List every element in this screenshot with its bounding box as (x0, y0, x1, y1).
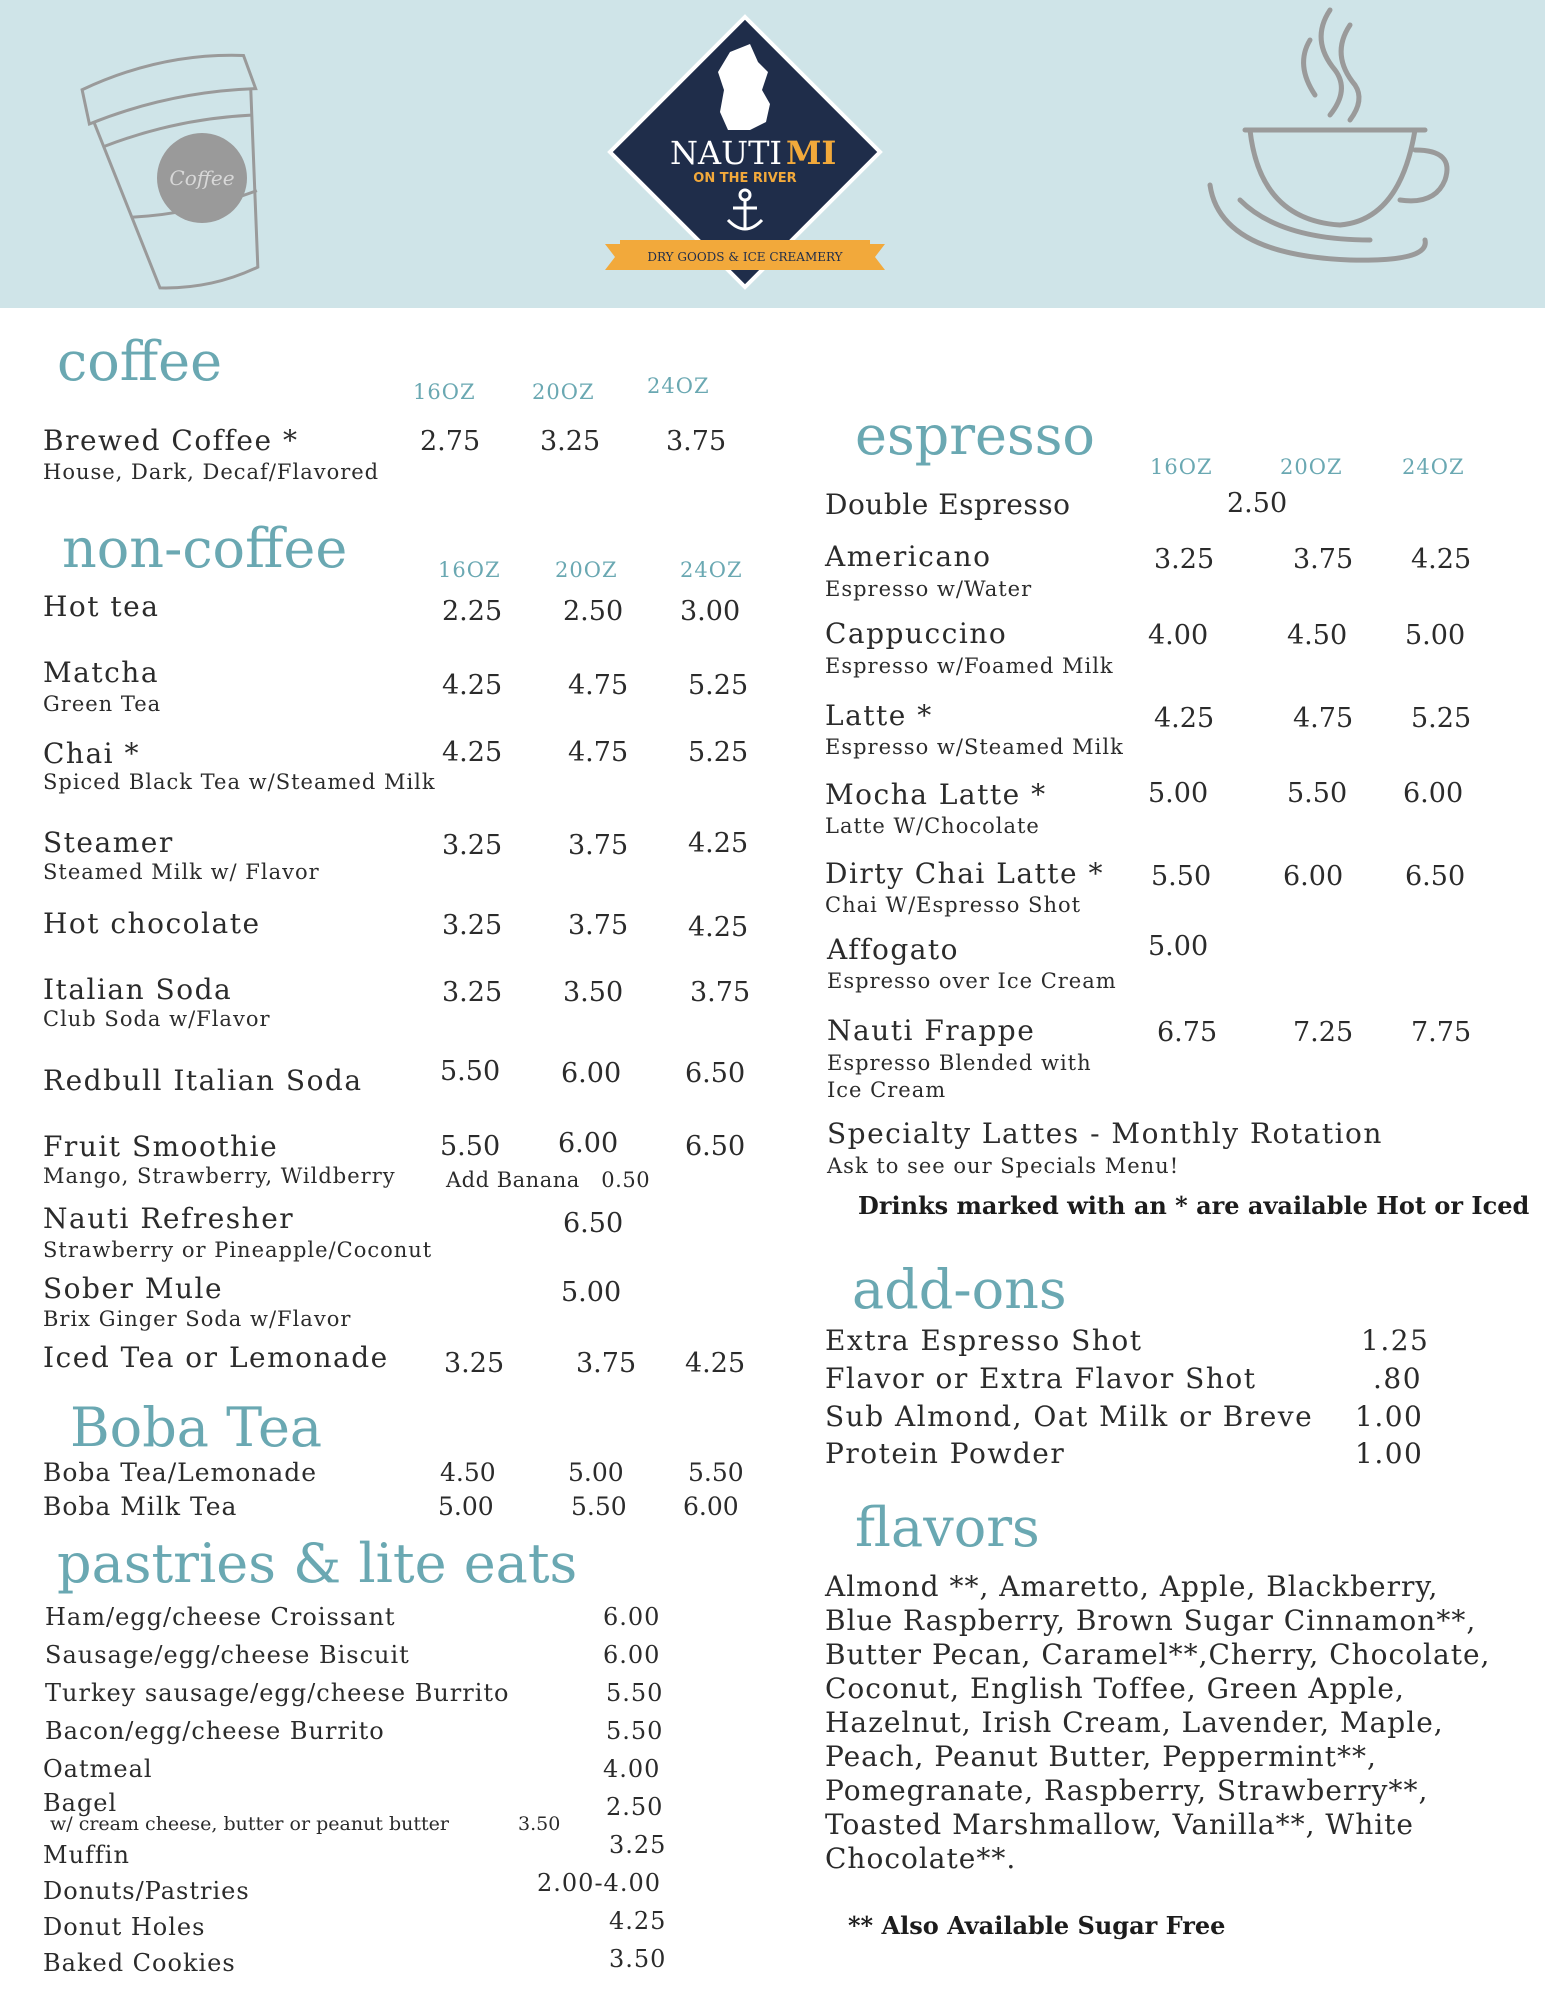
price-16oz: 2.75 (420, 426, 481, 457)
price-16oz: 4.25 (442, 737, 503, 768)
flavor-line: Blue Raspberry, Brown Sugar Cinnamon**, (825, 1604, 1477, 1637)
price-16oz: 3.25 (442, 977, 503, 1008)
flavor-line: Toasted Marshmallow, Vanilla**, White (825, 1808, 1415, 1841)
price-20oz: 5.00 (568, 1458, 624, 1487)
price-16oz: 5.50 (1151, 861, 1212, 892)
sugar-free-note: ** Also Available Sugar Free (848, 1911, 1226, 1940)
menu-item-desc: Espresso over Ice Cream (827, 969, 1117, 993)
menu-item-desc: Strawberry or Pineapple/Coconut (43, 1238, 433, 1262)
steaming-teacup-icon (1200, 0, 1460, 280)
menu-item-name: Oatmeal (43, 1755, 153, 1783)
price-24oz: 3.75 (666, 426, 727, 457)
price-24oz: 5.25 (1411, 703, 1472, 734)
price-16oz: 5.00 (1148, 778, 1209, 809)
menu-item-desc: Club Soda w/Flavor (43, 1007, 271, 1031)
price-24oz: 7.75 (1411, 1017, 1472, 1048)
price: 2.00-4.00 (537, 1869, 661, 1897)
price-20oz: 5.50 (571, 1492, 627, 1521)
price-24oz: 4.25 (688, 912, 749, 943)
price-20oz: 2.50 (563, 596, 624, 627)
price-16oz: 3.25 (442, 830, 503, 861)
price-16oz: 2.25 (442, 596, 503, 627)
menu-item-name: Sober Mule (43, 1272, 224, 1305)
price-single: 5.00 (561, 1277, 622, 1308)
header-banner (0, 0, 1545, 308)
price: 5.50 (606, 1679, 664, 1707)
logo-brand-mi: MI (786, 134, 837, 172)
price-20oz: 6.00 (558, 1128, 619, 1159)
menu-item-name: Donuts/Pastries (43, 1877, 250, 1905)
addon-price: 1.00 (1355, 1437, 1424, 1470)
addon-name: Sub Almond, Oat Milk or Breve (825, 1400, 1314, 1433)
menu-item-name: Dirty Chai Latte * (825, 857, 1105, 890)
menu-item-name: Hot tea (43, 590, 160, 623)
espresso-heading: espresso (855, 404, 1095, 467)
noncoffee-size-20: 20OZ (555, 558, 618, 582)
boba-tea-heading: Boba Tea (70, 1396, 323, 1459)
coffee-size-24: 24OZ (647, 374, 710, 398)
price-16oz: 4.00 (1148, 620, 1209, 651)
price-24oz: 6.00 (1403, 778, 1464, 809)
price-16oz: 3.25 (442, 910, 503, 941)
price-20oz: 3.50 (563, 977, 624, 1008)
add-banana-note: Add Banana 0.50 (446, 1168, 651, 1192)
price-16oz: 4.25 (1154, 703, 1215, 734)
price-20oz: 3.25 (540, 426, 601, 457)
noncoffee-size-16: 16OZ (438, 558, 501, 582)
price-20oz: 4.75 (568, 670, 629, 701)
price: 6.00 (603, 1603, 661, 1631)
price-24oz: 4.25 (1411, 544, 1472, 575)
menu-item-desc: Ask to see our Specials Menu! (827, 1154, 1180, 1178)
espresso-size-20: 20OZ (1280, 455, 1343, 479)
price: 4.00 (603, 1755, 661, 1783)
price-24oz: 5.25 (688, 737, 749, 768)
logo-banner-text: DRY GOODS & ICE CREAMERY (647, 250, 843, 264)
price-16oz: 3.25 (444, 1348, 505, 1379)
menu-item-desc: Chai W/Espresso Shot (825, 893, 1082, 917)
price: 4.25 (609, 1907, 667, 1935)
menu-item-name: Boba Tea/Lemonade (43, 1458, 318, 1487)
menu-item-desc: Espresso w/Foamed Milk (825, 654, 1114, 678)
menu-item-name: Sausage/egg/cheese Biscuit (45, 1641, 410, 1669)
price-single: 5.00 (1148, 931, 1209, 962)
menu-item-name: Redbull Italian Soda (43, 1064, 363, 1097)
price-16oz: 5.00 (438, 1492, 494, 1521)
cup-label: Coffee (169, 166, 235, 190)
flavor-line: Peach, Peanut Butter, Peppermint**, (825, 1740, 1377, 1773)
price-16oz: 4.50 (440, 1458, 496, 1487)
price-24oz: 6.50 (685, 1131, 746, 1162)
addon-price: 1.00 (1355, 1400, 1424, 1433)
coffee-size-20: 20OZ (532, 380, 595, 404)
noncoffee-size-24: 24OZ (680, 558, 743, 582)
menu-item-desc: Espresso w/Steamed Milk (825, 735, 1124, 759)
price-24oz: 4.25 (688, 828, 749, 859)
flavor-line: Hazelnut, Irish Cream, Lavender, Maple, (825, 1706, 1444, 1739)
menu-item-name: Chai * (43, 737, 141, 770)
addon-name: Flavor or Extra Flavor Shot (825, 1362, 1257, 1395)
flavor-line: Butter Pecan, Caramel**,Cherry, Chocolate, (825, 1638, 1491, 1671)
price-16oz: 5.50 (440, 1131, 501, 1162)
menu-item-desc: Espresso Blended with (827, 1051, 1092, 1075)
nauti-mi-logo (600, 12, 890, 292)
price-24oz: 3.75 (690, 977, 751, 1008)
price-24oz: 6.00 (683, 1492, 739, 1521)
menu-item-desc: Mango, Strawberry, Wildberry (43, 1164, 396, 1188)
espresso-size-24: 24OZ (1402, 455, 1465, 479)
non-coffee-heading: non-coffee (62, 517, 348, 580)
price: 3.25 (609, 1831, 667, 1859)
menu-item-desc: House, Dark, Decaf/Flavored (43, 460, 380, 484)
price-16oz: 3.25 (1154, 544, 1215, 575)
menu-item-name: Brewed Coffee * (43, 424, 299, 457)
price-20oz: 3.75 (1293, 544, 1354, 575)
price-20oz: 4.50 (1287, 620, 1348, 651)
coffee-size-16: 16OZ (413, 380, 476, 404)
price-24oz: 6.50 (685, 1058, 746, 1089)
price-20oz: 4.75 (568, 737, 629, 768)
menu-item-name: Specialty Lattes - Monthly Rotation (827, 1117, 1383, 1150)
price-24oz: 3.00 (680, 596, 741, 627)
add-ons-heading: add-ons (852, 1258, 1067, 1321)
price-20oz: 4.75 (1293, 703, 1354, 734)
logo-tagline: ON THE RIVER (693, 171, 797, 186)
menu-item-name: Baked Cookies (43, 1949, 236, 1977)
price: 6.00 (603, 1641, 661, 1669)
addon-name: Extra Espresso Shot (825, 1324, 1143, 1357)
addon-price: .80 (1373, 1362, 1423, 1395)
price-20oz: 3.75 (568, 910, 629, 941)
addon-name: Protein Powder (825, 1437, 1066, 1470)
price-20oz: 7.25 (1293, 1017, 1354, 1048)
price-20oz: 5.50 (1287, 778, 1348, 809)
menu-item-name: Hot chocolate (43, 907, 261, 940)
logo-brand-nauti: NAUTI (670, 134, 783, 172)
menu-item-desc: Latte W/Chocolate (825, 814, 1040, 838)
menu-item-desc: Espresso w/Water (825, 577, 1033, 601)
menu-item-name: Muffin (43, 1841, 130, 1869)
menu-item-desc: w/ cream cheese, butter or peanut butter (50, 1813, 449, 1835)
menu-item-name: Bacon/egg/cheese Burrito (45, 1717, 385, 1745)
menu-item-name: Cappuccino (825, 617, 1008, 650)
menu-item-name: Latte * (825, 699, 933, 732)
price: 3.50 (609, 1945, 667, 1973)
addon-price: 1.25 (1361, 1324, 1430, 1357)
menu-item-name: Iced Tea or Lemonade (43, 1341, 389, 1374)
menu-item-name: Turkey sausage/egg/cheese Burrito (45, 1679, 510, 1707)
menu-item-name: Matcha (43, 656, 160, 689)
menu-item-desc: Spiced Black Tea w/Steamed Milk (43, 770, 436, 794)
price-16oz: 5.50 (440, 1056, 501, 1087)
menu-item-name: Ham/egg/cheese Croissant (45, 1603, 396, 1631)
menu-item-name: Double Espresso (825, 488, 1071, 521)
flavors-heading: flavors (855, 1496, 1040, 1559)
menu-item-name: Fruit Smoothie (43, 1130, 279, 1163)
price: 3.50 (518, 1813, 561, 1835)
flavor-line: Coconut, English Toffee, Green Apple, (825, 1672, 1405, 1705)
price-24oz: 6.50 (1405, 861, 1466, 892)
menu-item-name: Mocha Latte * (825, 778, 1047, 811)
price-16oz: 4.25 (442, 670, 503, 701)
menu-item-name: Donut Holes (43, 1913, 206, 1941)
menu-item-desc-line2: Ice Cream (827, 1078, 947, 1102)
price-single: 6.50 (563, 1208, 624, 1239)
flavor-line: Chocolate**. (825, 1842, 1017, 1875)
menu-item-name: Americano (825, 540, 992, 573)
hot-or-iced-note: Drinks marked with an * are available Hot or Iced (858, 1191, 1530, 1220)
menu-item-name: Steamer (43, 826, 174, 859)
flavor-line: Almond **, Amaretto, Apple, Blackberry, (825, 1570, 1439, 1603)
flavor-line: Pomegranate, Raspberry, Strawberry**, (825, 1774, 1429, 1807)
coffee-heading: coffee (57, 330, 223, 393)
price-20oz: 6.00 (561, 1058, 622, 1089)
price-20oz: 6.00 (1283, 861, 1344, 892)
price-24oz: 4.25 (685, 1348, 746, 1379)
menu-item-name: Affogato (827, 933, 960, 966)
price: 5.50 (606, 1717, 664, 1745)
menu-item-desc: Brix Ginger Soda w/Flavor (43, 1307, 352, 1331)
price-20oz: 3.75 (576, 1348, 637, 1379)
price: 2.50 (606, 1793, 664, 1821)
price-24oz: 5.25 (688, 670, 749, 701)
menu-item-desc: Green Tea (43, 692, 162, 716)
price-24oz: 5.50 (688, 1458, 744, 1487)
menu-item-name: Italian Soda (43, 973, 233, 1006)
price-20oz: 3.75 (568, 830, 629, 861)
price-24oz: 5.00 (1405, 620, 1466, 651)
price-16oz: 6.75 (1157, 1017, 1218, 1048)
price-single: 2.50 (1227, 488, 1288, 519)
menu-item-desc: Steamed Milk w/ Flavor (43, 860, 320, 884)
pastries-heading: pastries & lite eats (57, 1532, 578, 1595)
coffee-cup-icon (60, 30, 310, 300)
espresso-size-16: 16OZ (1150, 455, 1213, 479)
menu-item-name: Nauti Frappe (827, 1014, 1036, 1047)
menu-item-name: Nauti Refresher (43, 1202, 295, 1235)
menu-item-name: Bagel (43, 1789, 118, 1817)
menu-item-name: Boba Milk Tea (43, 1492, 238, 1521)
